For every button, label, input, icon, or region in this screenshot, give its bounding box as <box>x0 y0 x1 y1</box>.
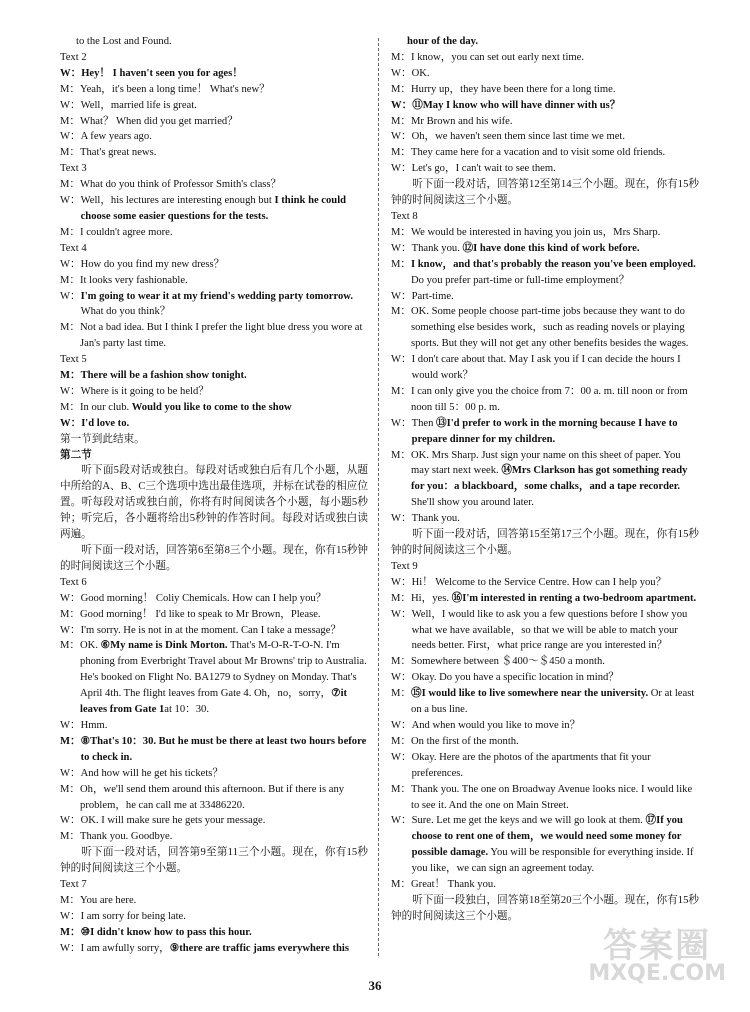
dialogue-line <box>60 766 368 782</box>
page-number: 36 <box>368 978 382 993</box>
utterance: What do you think of Professor Smith's class？ <box>80 179 282 191</box>
utterance: Great！ Thank you. <box>411 879 496 891</box>
plain-text: OK. Mrs Sharp. Just sign your name on this sheet of paper. You may start next week. <box>411 449 681 477</box>
speaker: M： <box>60 274 81 286</box>
utterance: Somewhere between ＄400～＄450 a month. <box>411 656 605 668</box>
answer-text: ⑬I'd prefer to work in the morning because I have to prepare dinner for my children. <box>411 417 678 445</box>
dialogue-line <box>391 654 699 670</box>
dialogue-line <box>60 813 368 829</box>
speaker: M： <box>391 592 412 604</box>
utterance <box>411 448 699 512</box>
dialogue-line <box>60 829 368 845</box>
instructions: 听下面5段对话或独白。每段对话或独白后有几个小题，从题中所给的A、B、C三个选项中选出最佳选项，并标在试卷的相应位置。听每段对话或独白前，你将有时间阅读各个小题，每小题5秒钟；听完后，各小题将给出5秒钟的作答时间。每段对话或独白读两遍。 <box>60 465 368 541</box>
speaker: M： <box>391 688 412 700</box>
speaker: M： <box>391 879 412 891</box>
utterance: I'd love to. <box>81 417 130 429</box>
utterance: ⑪May I know who will have dinner with us？ <box>412 99 621 111</box>
utterance: How do you find my new dress？ <box>80 258 225 270</box>
text-heading: Text 2 <box>60 51 87 63</box>
plain-text: Sure. Let me get the keys and we will go look at them. <box>411 815 646 827</box>
dialogue-line <box>391 877 699 893</box>
utterance: Hi！ Welcome to the Service Centre. How can I help you？ <box>411 576 667 588</box>
dialogue-line <box>391 145 699 161</box>
utterance: Hurry up，they have been there for a long time. <box>411 83 616 95</box>
speaker: W： <box>60 195 81 207</box>
dialogue-line <box>391 686 699 718</box>
speaker: M： <box>391 783 412 795</box>
plain-text: Or at least on a bus line. <box>411 688 695 716</box>
dialogue-line <box>391 416 699 448</box>
utterance: Mr Brown and his wife. <box>411 115 513 127</box>
dialogue-line <box>60 177 368 193</box>
dialogue-line <box>391 114 699 130</box>
speaker: W： <box>391 576 412 588</box>
dialogue-line <box>60 718 368 734</box>
dialogue-line <box>60 320 368 352</box>
dialogue-line <box>60 368 368 384</box>
speaker: M： <box>391 449 412 461</box>
left-column <box>60 34 368 957</box>
dialogue-line <box>391 718 699 734</box>
speaker: W： <box>391 242 412 254</box>
text-heading: Text 8 <box>391 210 418 222</box>
plain-text: Then <box>411 417 437 429</box>
dialogue-line <box>391 66 699 82</box>
speaker: M： <box>391 83 412 95</box>
utterance: What？ When did you get married？ <box>80 115 238 127</box>
dialogue-line <box>60 257 368 273</box>
speaker: W： <box>391 67 412 79</box>
dialogue-line <box>60 129 368 145</box>
watermark-url: MXQE.COM <box>588 961 726 986</box>
speaker: W： <box>391 99 413 111</box>
speaker: M： <box>391 656 412 668</box>
text-heading: Text 7 <box>60 879 87 891</box>
speaker: W： <box>60 624 81 636</box>
speaker: M： <box>391 735 412 747</box>
speaker: W： <box>391 815 412 827</box>
answer-text: ⑮I would like to live somewhere near the university. <box>411 688 649 700</box>
listening-note: 听下面一段独白，回答第18至第20三个小题。现在，你有15秒钟的时间阅读这三个小题。 <box>391 894 699 922</box>
speaker: M： <box>391 226 412 238</box>
speaker: M： <box>60 226 81 238</box>
speaker: W： <box>391 751 412 763</box>
speaker: M： <box>391 115 412 127</box>
utterance <box>412 241 699 257</box>
dialogue-line <box>60 98 368 114</box>
speaker: M： <box>391 385 412 397</box>
utterance: It looks very fashionable. <box>80 274 188 286</box>
speaker: M： <box>391 147 412 159</box>
speaker: M： <box>60 783 81 795</box>
dialogue-line <box>60 734 368 766</box>
dialogue-line <box>60 289 368 321</box>
speaker: M： <box>60 83 81 95</box>
dialogue-line <box>60 782 368 814</box>
speaker: W： <box>60 99 81 111</box>
dialogue-line <box>391 734 699 750</box>
text-heading: Text 5 <box>60 354 87 366</box>
dialogue-line <box>60 114 368 130</box>
speaker: M： <box>391 306 412 318</box>
utterance: A few years ago. <box>80 131 152 143</box>
utterance: There will be a fashion show tonight. <box>80 370 247 382</box>
plain-text: Do you prefer part-time or full-time employment？ <box>411 274 630 286</box>
utterance: Hmm. <box>80 719 108 731</box>
utterance: I can only give you the choice from 7：00 a. m. till noon or from noon till 5：00 p. m. <box>411 385 688 413</box>
utterance: Yeah，it's been a long time！ What's new？ <box>80 83 270 95</box>
dialogue-line <box>391 352 699 384</box>
utterance <box>411 257 699 289</box>
dialogue-line <box>391 670 699 686</box>
plain-text: Thank you. <box>411 242 463 254</box>
dialogue-line <box>391 607 699 655</box>
speaker: W： <box>60 131 81 143</box>
utterance: Okay. Here are the photos of the apartments that fit your preferences. <box>411 751 651 779</box>
utterance: I know，you can set out early next time. <box>411 51 585 63</box>
speaker: M： <box>60 322 81 334</box>
utterance: Okay. Do you have a specific location in mind？ <box>411 672 619 684</box>
text-heading: Text 6 <box>60 576 87 588</box>
utterance: Not a bad idea. But I think I prefer the light blue dress you wore at Jan's party last time. <box>80 322 363 350</box>
dialogue-line <box>391 304 699 352</box>
plain-text: OK. <box>80 640 101 652</box>
speaker: M： <box>60 370 81 382</box>
speaker: W： <box>391 163 412 175</box>
utterance: Thank you. <box>411 513 460 525</box>
utterance <box>80 400 368 416</box>
speaker: W： <box>391 417 412 429</box>
speaker: W： <box>60 258 81 270</box>
utterance: Hey！ I haven't seen you for ages！ <box>81 67 243 79</box>
dialogue-line <box>391 575 699 591</box>
watermark <box>588 918 726 986</box>
watermark-logo-text: 答案圈 <box>603 926 712 966</box>
dialogue-line <box>391 241 699 257</box>
utterance: I don't care about that. May I ask you if I can decide the hours I would work？ <box>411 354 681 382</box>
utterance: They came here for a vacation and to visit some old friends. <box>411 147 666 159</box>
utterance: On the first of the month. <box>411 735 519 747</box>
dialogue-line <box>60 400 368 416</box>
utterance: I am sorry for being late. <box>80 910 186 922</box>
dialogue-line <box>60 638 368 718</box>
listening-note: 听下面一段对话，回答第15至第17三个小题。现在，你有15秒钟的时间阅读这三个小题。 <box>391 529 699 556</box>
dialogue-line <box>60 893 368 909</box>
utterance <box>412 813 699 877</box>
plain-text: What do you think？ <box>80 306 171 318</box>
utterance <box>411 686 699 718</box>
speaker: W： <box>60 417 82 429</box>
speaker: W： <box>391 608 412 620</box>
speaker: W： <box>60 767 81 779</box>
utterance: Part-time. <box>411 290 454 302</box>
utterance: Oh，we haven't seen them since last time we met. <box>411 131 626 143</box>
line: to the Lost and Found. <box>76 36 172 47</box>
speaker: W： <box>60 719 81 731</box>
speaker: M： <box>391 258 412 270</box>
speaker: W： <box>391 672 412 684</box>
answer-text: ⑭Mrs Clarkson has got something ready for you：a blackboard，some chalks，and a tape recorder. <box>411 465 688 493</box>
answer-text: ⑰If you choose to rent one of them，we would need some money for possible damage. <box>411 815 683 859</box>
dialogue-line <box>60 82 368 98</box>
dialogue-line <box>60 909 368 925</box>
utterance: That's great news. <box>80 147 157 159</box>
right-column <box>391 34 699 925</box>
speaker: W： <box>391 131 412 143</box>
speaker: W： <box>60 910 81 922</box>
utterance: Thank you. The one on Broadway Avenue looks nice. I would like to see it. And the one on Main Street. <box>411 783 693 811</box>
answer-text: ⑦it leaves from Gate 1 <box>80 688 348 716</box>
dialogue-line <box>391 813 699 877</box>
utterance: Where is it going to be held？ <box>80 385 209 397</box>
plain-text: That's M-O-R-T-O-N. I'm phoning from Everbright Travel about Mr Browns' trip to Australia. He's booked on Flight No. BA1279 to Sydney on Monday. That's April 4th. The flight leaves from Gate 4. Oh，no，sorry， <box>80 640 367 700</box>
dialogue-line <box>391 129 699 145</box>
dialogue-line <box>391 511 699 527</box>
speaker: M： <box>60 179 81 191</box>
utterance <box>81 289 368 321</box>
speaker: W： <box>391 719 412 731</box>
answer-text: ⑫I have done this kind of work before. <box>462 242 640 254</box>
speaker: M： <box>60 735 81 747</box>
plain-text: I am awfully sorry， <box>80 942 170 954</box>
listening-note: 听下面一段对话，回答第12至第14三个小题。现在，你有15秒钟的时间阅读这三个小题。 <box>391 179 699 207</box>
speaker: M： <box>60 147 81 159</box>
answer-text: I know，and that's probably the reason you've been employed. <box>411 258 696 270</box>
answer-text: ⑨there are traffic jams everywhere this <box>169 942 349 954</box>
answer-text: ⑥My name is Dink Morton. <box>100 640 228 652</box>
speaker: M： <box>60 926 81 938</box>
speaker: M： <box>60 608 81 620</box>
dialogue-line <box>391 225 699 241</box>
column-divider <box>378 38 379 956</box>
speaker: W： <box>60 290 81 302</box>
utterance: OK. <box>411 67 430 79</box>
dialogue-line <box>391 750 699 782</box>
utterance <box>80 638 368 718</box>
dialogue-line <box>60 607 368 623</box>
utterance: OK. I will make sure he gets your message. <box>80 815 266 827</box>
utterance <box>81 193 368 225</box>
dialogue-line <box>391 384 699 416</box>
utterance: ⑧That's 10：30. But he must be there at least two hours before to check in. <box>80 735 367 763</box>
dialogue-line <box>391 782 699 814</box>
utterance: We would be interested in having you join us，Mrs Sharp. <box>411 226 661 238</box>
plain-text: She'll show you around later. <box>411 497 534 509</box>
utterance: Well，married life is great. <box>80 99 197 111</box>
speaker: W： <box>60 592 81 604</box>
text-heading: Text 9 <box>391 560 418 572</box>
plain-text: at 10：30. <box>164 704 209 716</box>
listening-note: 听下面一段对话，回答第9至第11三个小题。现在，你有15秒钟的时间阅读这三个小题。 <box>60 847 368 875</box>
utterance: You are here. <box>80 894 137 906</box>
dialogue-line <box>60 193 368 225</box>
speaker: W： <box>60 942 81 954</box>
utterance: OK. Some people choose part-time jobs because they want to do something else besides work，such as reading novels or playing sports. But they will not get any other benefits besides the wages. <box>411 306 689 350</box>
speaker: W： <box>391 354 412 366</box>
plain-text: Well，his lectures are interesting enough but <box>80 195 275 207</box>
line: hour of the day. <box>407 36 479 47</box>
dialogue-line <box>391 50 699 66</box>
plain-text: Hi，yes. <box>411 592 452 604</box>
utterance: I couldn't agree more. <box>80 226 173 238</box>
dialogue-line <box>60 416 368 432</box>
dialogue-line <box>391 161 699 177</box>
plain-text: You will be responsible for everything inside. If you like，we can sign an agreement today. <box>411 847 694 875</box>
dialogue-line <box>60 591 368 607</box>
utterance: Good morning！ I'd like to speak to Mr Brown，Please. <box>80 608 321 620</box>
utterance: And how will he get his tickets？ <box>80 767 224 779</box>
speaker: M： <box>391 51 412 63</box>
section-heading: 第二节 <box>60 449 92 461</box>
text-heading: Text 3 <box>60 163 87 175</box>
speaker: M： <box>60 831 81 843</box>
dialogue-line <box>391 289 699 305</box>
utterance: Good morning！ Coliy Chemicals. How can I help you？ <box>80 592 327 604</box>
dialogue-line <box>391 591 699 607</box>
utterance <box>412 416 699 448</box>
utterance: I'm sorry. He is not in at the moment. Can I take a message？ <box>80 624 342 636</box>
dialogue-line <box>60 273 368 289</box>
utterance: And when would you like to move in？ <box>411 719 581 731</box>
dialogue-line <box>60 384 368 400</box>
dialogue-line <box>60 623 368 639</box>
plain-text: In our club. <box>80 401 132 413</box>
answer-text: ⑯I'm interested in renting a two-bedroom apartment. <box>451 592 697 604</box>
section-end: 第一节到此结束。 <box>60 433 145 445</box>
dialogue-line <box>391 448 699 512</box>
listening-note: 听下面一段对话，回答第6至第8三个小题。现在，你有15秒钟的时间阅读这三个小题。 <box>60 545 368 572</box>
speaker: W： <box>391 290 412 302</box>
utterance <box>411 591 699 607</box>
utterance: Thank you. Goodbye. <box>80 831 173 843</box>
dialogue-line <box>60 66 368 82</box>
speaker: W： <box>391 513 412 525</box>
speaker: M： <box>60 640 81 652</box>
dialogue-line <box>391 98 699 114</box>
utterance: Oh，we'll send them around this afternoon. But if there is any problem，he can call me at 33486220. <box>80 783 345 811</box>
speaker: W： <box>60 385 81 397</box>
dialogue-line <box>60 941 368 957</box>
speaker: W： <box>60 815 81 827</box>
dialogue-line <box>391 82 699 98</box>
text-heading: Text 4 <box>60 242 87 254</box>
answer-text: Would you like to come to the show <box>131 401 292 413</box>
utterance: ⑩I didn't know how to pass this hour. <box>80 926 252 938</box>
dialogue-line <box>391 257 699 289</box>
dialogue-line <box>60 145 368 161</box>
speaker: M： <box>60 115 81 127</box>
utterance: Well，I would like to ask you a few questions before I show you what we have available，so that we will be able to match your needs better. First，what price range are you interested in？ <box>411 608 688 652</box>
dialogue-line <box>60 925 368 941</box>
speaker: M： <box>60 401 81 413</box>
answer-text: I think he could choose some easier questions for the tests. <box>80 195 347 222</box>
utterance <box>81 941 368 957</box>
speaker: W： <box>60 67 82 79</box>
answer-text: I'm going to wear it at my friend's wedding party tomorrow. <box>80 290 353 302</box>
speaker: M： <box>60 894 81 906</box>
dialogue-line <box>60 225 368 241</box>
utterance: Let's go，I can't wait to see them. <box>411 163 556 175</box>
